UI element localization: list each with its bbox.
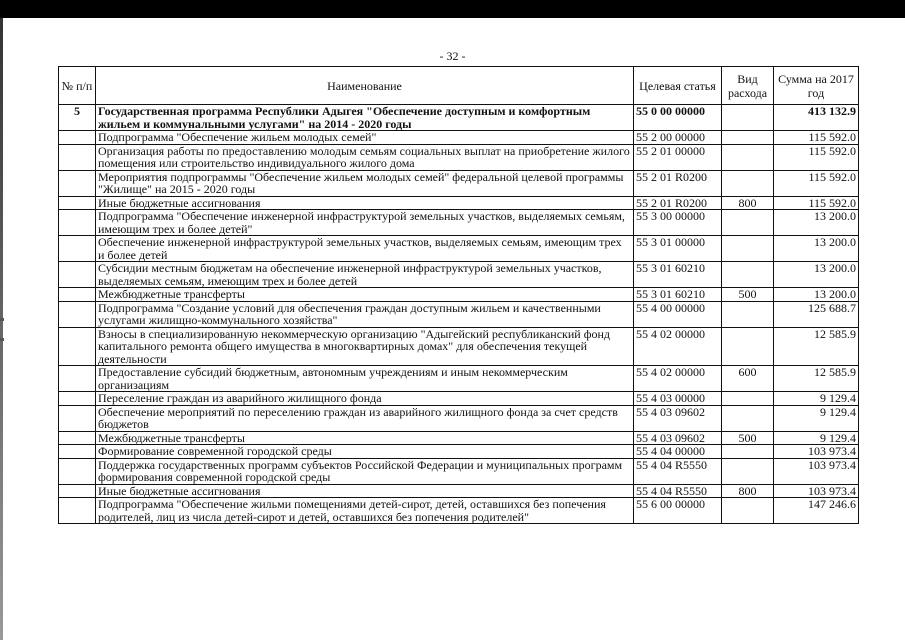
row-target-article-cell: 55 2 01 R0200 (634, 196, 722, 210)
row-sum-cell: 103 973.4 (774, 458, 859, 484)
row-sum-cell: 13 200.0 (774, 288, 859, 302)
row-name-cell: Взносы в специализированную некоммерческую организацию "Адыгейский республиканский фонд капитального ремонта общего имущества в многоквартирных домах" для обеспечения текущей деятельности (96, 327, 634, 366)
scan-artifact (0, 338, 4, 341)
table-row (59, 484, 859, 498)
row-name-cell: Межбюджетные трансферты (96, 431, 634, 445)
table-row (59, 445, 859, 459)
row-target-article-cell: 55 3 01 60210 (634, 262, 722, 288)
row-expense-type-cell (722, 210, 774, 236)
row-number-cell (59, 170, 96, 196)
table-row (59, 236, 859, 262)
table-row (59, 210, 859, 236)
row-sum-cell: 9 129.4 (774, 405, 859, 431)
row-name-cell: Государственная программа Республики Адыгея "Обеспечение доступным и комфортным жильем и коммунальными услугами" на 2014 - 2020 годы (96, 105, 634, 131)
row-sum-cell: 12 585.9 (774, 366, 859, 392)
row-name-cell: Субсидии местным бюджетам на обеспечение инженерной инфраструктурой земельных участков, выделяемых семьям, имеющим трех и более детей (96, 262, 634, 288)
row-target-article-cell: 55 4 03 00000 (634, 392, 722, 406)
row-sum-cell: 13 200.0 (774, 210, 859, 236)
row-target-article-cell: 55 4 00 00000 (634, 301, 722, 327)
row-sum-cell: 12 585.9 (774, 327, 859, 366)
header-sum-2017: Сумма на 2017 год (774, 67, 859, 105)
header-no: № п/п (59, 67, 96, 105)
row-number-cell (59, 484, 96, 498)
row-target-article-cell: 55 4 02 00000 (634, 327, 722, 366)
row-target-article-cell: 55 4 02 00000 (634, 366, 722, 392)
row-sum-cell: 115 592.0 (774, 144, 859, 170)
row-expense-type-cell (722, 236, 774, 262)
row-target-article-cell: 55 2 00 00000 (634, 131, 722, 145)
table-body (59, 105, 859, 524)
row-expense-type-cell (722, 105, 774, 131)
row-name-cell: Поддержка государственных программ субъектов Российской Федерации и муниципальных программ формирования современной городской среды (96, 458, 634, 484)
row-name-cell: Обеспечение мероприятий по переселению граждан из аварийного жилищного фонда за счет средств бюджетов (96, 405, 634, 431)
row-target-article-cell: 55 3 01 00000 (634, 236, 722, 262)
row-number-cell (59, 405, 96, 431)
scan-artifact (0, 318, 4, 321)
row-sum-cell: 13 200.0 (774, 236, 859, 262)
table-header-row (59, 67, 859, 105)
row-sum-cell: 103 973.4 (774, 445, 859, 459)
row-number-cell (59, 196, 96, 210)
table-row (59, 288, 859, 302)
row-target-article-cell: 55 4 04 00000 (634, 445, 722, 459)
row-name-cell: Подпрограмма "Обеспечение жильми помещениями детей-сирот, детей, оставшихся без попечения родителей, лиц из числа детей-сирот и детей, оставшихся без попечения родителей" (96, 498, 634, 524)
row-expense-type-cell: 800 (722, 196, 774, 210)
table-row (59, 405, 859, 431)
row-expense-type-cell (722, 498, 774, 524)
row-target-article-cell: 55 4 03 09602 (634, 431, 722, 445)
row-expense-type-cell (722, 131, 774, 145)
row-target-article-cell: 55 4 04 R5550 (634, 484, 722, 498)
row-expense-type-cell: 800 (722, 484, 774, 498)
table-row (59, 431, 859, 445)
row-name-cell: Мероприятия подпрограммы "Обеспечение жильем молодых семей" федеральной целевой программы "Жилище" на 2015 - 2020 годы (96, 170, 634, 196)
table-row (59, 392, 859, 406)
row-sum-cell: 103 973.4 (774, 484, 859, 498)
row-expense-type-cell (722, 327, 774, 366)
table-row (59, 458, 859, 484)
table-row (59, 301, 859, 327)
table-row (59, 327, 859, 366)
row-name-cell: Формирование современной городской среды (96, 445, 634, 459)
row-name-cell: Иные бюджетные ассигнования (96, 484, 634, 498)
row-name-cell: Подпрограмма "Обеспечение жильем молодых семей" (96, 131, 634, 145)
row-target-article-cell: 55 6 00 00000 (634, 498, 722, 524)
row-sum-cell: 115 592.0 (774, 196, 859, 210)
row-expense-type-cell (722, 445, 774, 459)
scan-top-border (0, 0, 905, 18)
row-target-article-cell: 55 4 03 09602 (634, 405, 722, 431)
row-expense-type-cell (722, 170, 774, 196)
row-number-cell: 5 (59, 105, 96, 131)
row-number-cell (59, 236, 96, 262)
table-row (59, 498, 859, 524)
row-sum-cell: 115 592.0 (774, 170, 859, 196)
row-number-cell (59, 392, 96, 406)
row-name-cell: Иные бюджетные ассигнования (96, 196, 634, 210)
row-number-cell (59, 301, 96, 327)
header-expense-type: Вид расхода (722, 67, 774, 105)
row-number-cell (59, 445, 96, 459)
row-expense-type-cell: 500 (722, 288, 774, 302)
row-number-cell (59, 262, 96, 288)
row-number-cell (59, 366, 96, 392)
row-target-article-cell: 55 0 00 00000 (634, 105, 722, 131)
table-row (59, 262, 859, 288)
row-sum-cell: 413 132.9 (774, 105, 859, 131)
row-number-cell (59, 458, 96, 484)
row-name-cell: Подпрограмма "Создание условий для обеспечения граждан доступным жильем и качественными услугами жилищно-коммунального хозяйства" (96, 301, 634, 327)
row-expense-type-cell (722, 458, 774, 484)
table-row (59, 131, 859, 145)
scan-left-edge (0, 18, 3, 640)
row-number-cell (59, 131, 96, 145)
row-sum-cell: 125 688.7 (774, 301, 859, 327)
header-name: Наименование (96, 67, 634, 105)
row-name-cell: Организация работы по предоставлению молодым семьям социальных выплат на приобретение жилого помещения или строительство индивидуального жилого дома (96, 144, 634, 170)
row-expense-type-cell (722, 262, 774, 288)
table-row (59, 170, 859, 196)
row-name-cell: Подпрограмма "Обеспечение инженерной инфраструктурой земельных участков, выделяемых семьям, имеющим трех и более детей" (96, 210, 634, 236)
row-sum-cell: 115 592.0 (774, 131, 859, 145)
table-row (59, 196, 859, 210)
row-number-cell (59, 210, 96, 236)
row-sum-cell: 13 200.0 (774, 262, 859, 288)
row-expense-type-cell (722, 301, 774, 327)
row-target-article-cell: 55 2 01 R0200 (634, 170, 722, 196)
table-row (59, 105, 859, 131)
row-number-cell (59, 431, 96, 445)
row-name-cell: Предоставление субсидий бюджетным, автономным учреждениям и иным некоммерческим организациям (96, 366, 634, 392)
row-expense-type-cell (722, 392, 774, 406)
row-target-article-cell: 55 2 01 00000 (634, 144, 722, 170)
row-expense-type-cell (722, 144, 774, 170)
row-sum-cell: 9 129.4 (774, 392, 859, 406)
row-expense-type-cell: 600 (722, 366, 774, 392)
row-expense-type-cell: 500 (722, 431, 774, 445)
header-target-article: Целевая статья (634, 67, 722, 105)
row-sum-cell: 147 246.6 (774, 498, 859, 524)
row-number-cell (59, 498, 96, 524)
row-name-cell: Межбюджетные трансферты (96, 288, 634, 302)
page-number: - 32 - (439, 49, 466, 63)
row-number-cell (59, 144, 96, 170)
row-number-cell (59, 327, 96, 366)
row-name-cell: Переселение граждан из аварийного жилищного фонда (96, 392, 634, 406)
row-expense-type-cell (722, 405, 774, 431)
row-target-article-cell: 55 3 00 00000 (634, 210, 722, 236)
row-name-cell: Обеспечение инженерной инфраструктурой земельных участков, выделяемых семьям, имеющим трех и более детей (96, 236, 634, 262)
row-number-cell (59, 288, 96, 302)
budget-table (58, 66, 859, 524)
row-target-article-cell: 55 4 04 R5550 (634, 458, 722, 484)
row-sum-cell: 9 129.4 (774, 431, 859, 445)
table-row (59, 144, 859, 170)
row-target-article-cell: 55 3 01 60210 (634, 288, 722, 302)
table-row (59, 366, 859, 392)
